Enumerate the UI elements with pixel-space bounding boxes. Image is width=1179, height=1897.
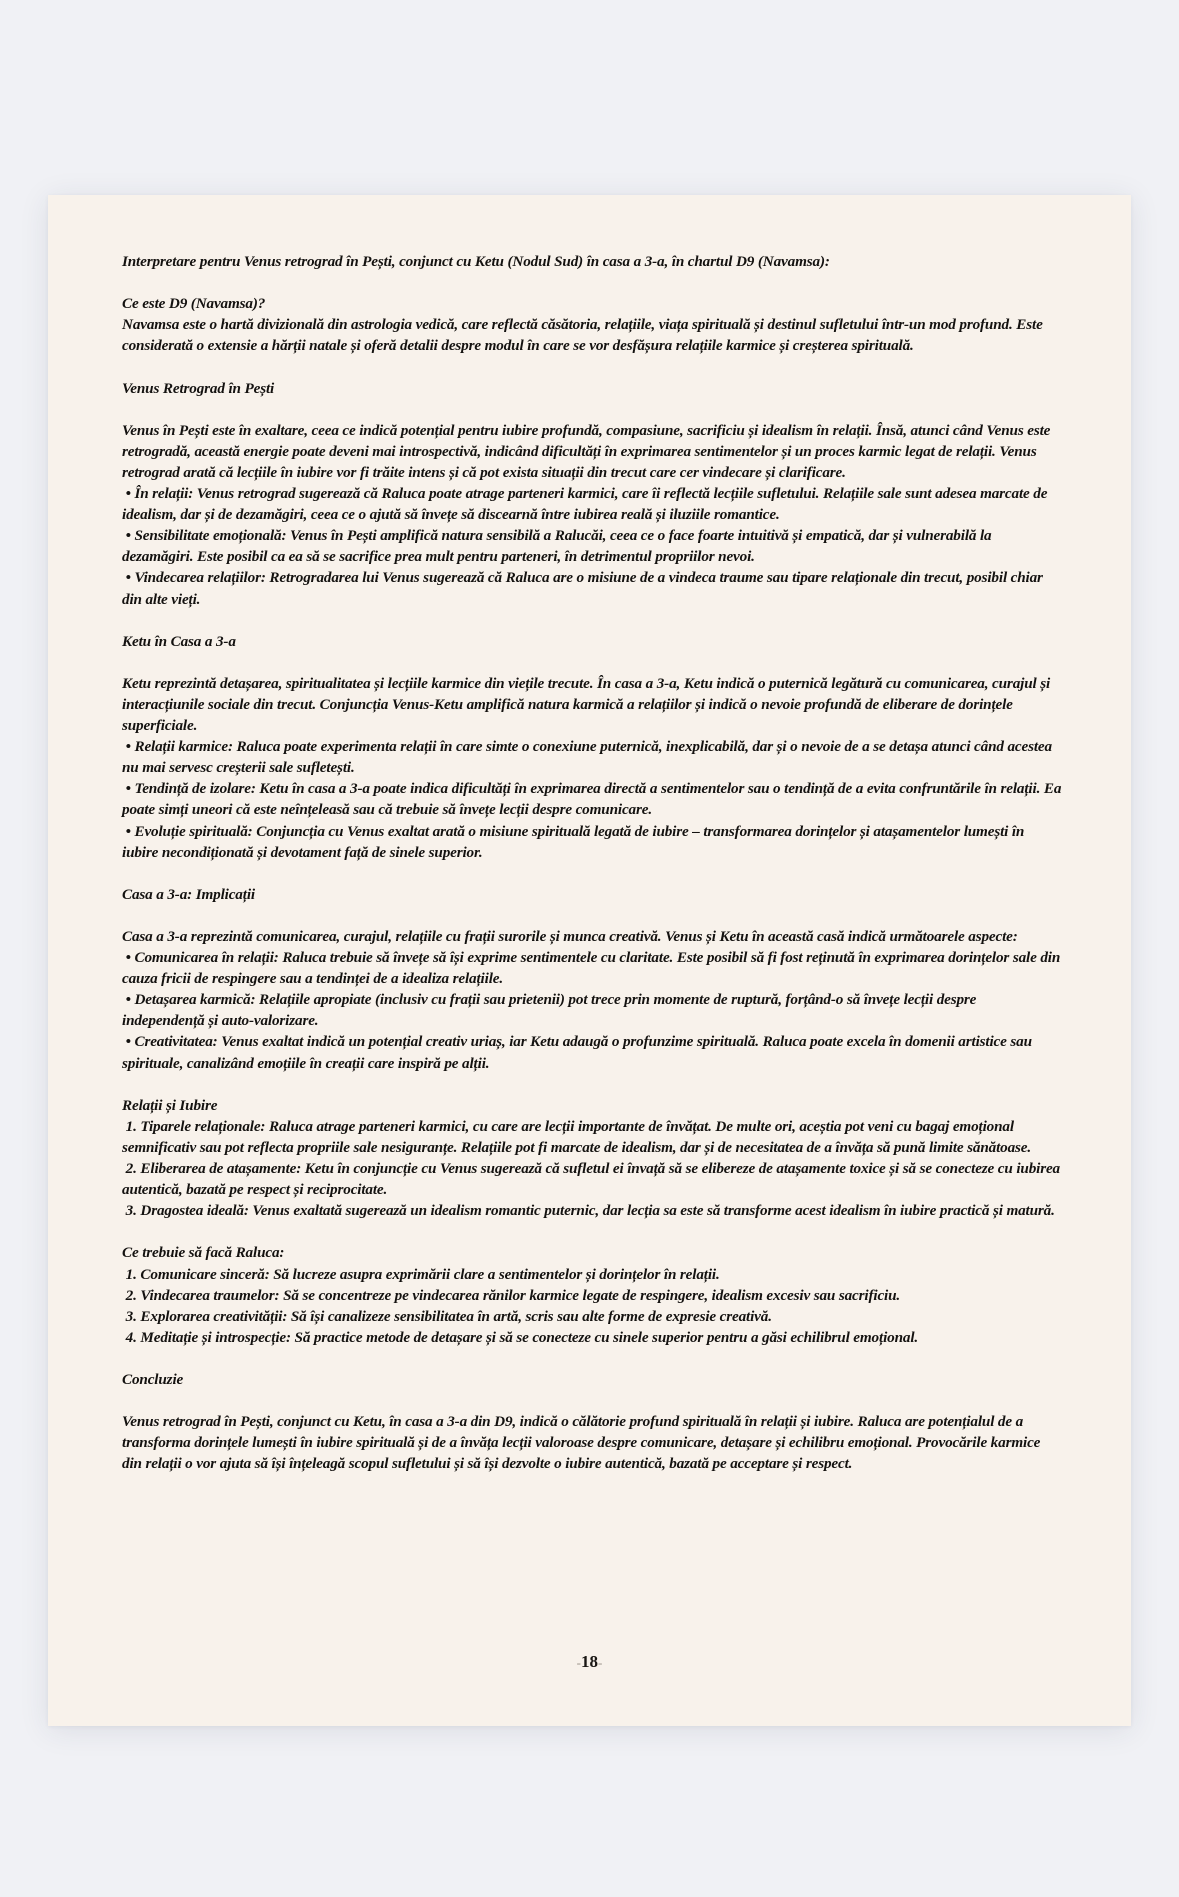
numbered-item: 1. Comunicare sinceră: Să lucreze asupra exprimării clare a sentimentelor și dorințelor în relații.: [122, 1265, 720, 1283]
section-heading-venus-retrograd: Venus Retrograd în Pești: [122, 379, 275, 397]
spacer: [122, 1390, 1062, 1411]
bullet-item: • Comunicarea în relații: Raluca trebuie să învețe să își exprime sentimentele cu claritate. Este posibil să fi fost reținută în exprimarea dorințelor sale din cauza fricii de respingere sau a tendinței de a idealiza relațiile.: [122, 949, 1064, 988]
document-body: [122, 251, 1065, 1474]
numbered-item: 1. Tiparele relaționale: Raluca atrage parteneri karmici, cu care are lecții importante de învățat. De multe ori, aceștia pot veni cu bagaj emoțional semnificativ sau pot reflecta propriile sale nesiguranțe. Relațiile pot fi marcate de idealism, dar și de necesitatea de a învăța să pună limite sănătoase.: [122, 1117, 1032, 1156]
section-heading-ketu: Ketu în Casa a 3-a: [122, 632, 236, 650]
section-heading-concluzie: Concluzie: [122, 1370, 184, 1388]
paragraph: Venus retrograd în Pești, conjunct cu Ketu, în casa a 3-a din D9, indică o călătorie profund spirituală în relații și iubire. Raluca are potențialul de a transforma dorințele lumești în iubire spirituală și de a învăța lecții valoroase despre comunicare, detașare și echilibru emoțional. Provocările karmice din relații o vor ajuta să își înțeleagă scopul sufletului și să își dezvolte o iubire autentică, bazată pe acceptare și respect.: [122, 1413, 1044, 1473]
bullet-item: • Creativitatea: Venus exaltat indică un potențial creativ uriaș, iar Ketu adaugă o profunzime spirituală. Raluca poate excela în domenii artistice sau spirituale, canalizând emoțiile în creații care inspiră pe alții.: [122, 1033, 1036, 1072]
numbered-item: 2. Vindecarea traumelor: Să se concentreze pe vindecarea rănilor karmice legate de respingere, idealism excesiv sau sacrificiu.: [122, 1286, 901, 1304]
page-number-dash-right: -: [598, 1655, 603, 1670]
document-title: Interpretare pentru Venus retrograd în Pești, conjunct cu Ketu (Nodul Sud) în casa a 3-a, în chartul D9 (Navamsa):: [122, 253, 830, 270]
numbered-item: 2. Eliberarea de atașamente: Ketu în conjuncție cu Venus sugerează că sufletul ei învață să se elibereze de atașamente toxice și să se conecteze cu iubirea autentică, bazată pe respect și reciprocitate.: [122, 1160, 1064, 1199]
paragraph: Navamsa este o hartă divizională din astrologia vedică, care reflectă căsătoria, relațiile, viața spirituală și destinul sufletului într-un mod profund. Este considerată o extensie a hărții natale și oferă detalii despre modul în care se vor desfășura relațiile karmice și creșterea spirituală.: [122, 316, 1047, 355]
spacer: [122, 356, 1062, 377]
spacer: [122, 652, 1062, 673]
spacer: [122, 272, 1062, 293]
spacer: [122, 399, 1062, 420]
numbered-item: 3. Explorarea creativității: Să își canalizeze sensibilitatea în artă, scris sau alte forme de expresie creativă.: [122, 1307, 772, 1325]
paragraph: Ketu reprezintă detașarea, spiritualitatea și lecțiile karmice din viețile trecute. În casa a 3-a, Ketu indică o puternică legătură cu comunicarea, curajul și interacțiunile sociale din trecut. Conjuncția Venus-Ketu amplifică natura karmică a relațiilor și indică o nevoie profundă de eliberare de dorințele superficiale.: [122, 674, 1054, 735]
section-heading-actiuni: Ce trebuie să facă Raluca:: [122, 1244, 285, 1262]
page-number-value: 18: [581, 1652, 598, 1671]
spacer: [122, 1348, 1062, 1369]
bullet-item: • În relații: Venus retrograd sugerează că Raluca poate atrage parteneri karmici, care îi reflectă lecțiile sufletului. Relațiile sale sunt adesea marcate de idealism, dar și de dezamăgiri, ceea ce o ajută să învețe să discearnă între iubirea reală și iluziile romantice.: [122, 485, 1051, 524]
paragraph: Casa a 3-a reprezintă comunicarea, curajul, relațiile cu frații surorile și munca creativă. Venus și Ketu în această casă indică următoarele aspecte:: [122, 928, 1018, 945]
section-heading-casa-3: Casa a 3-a: Implicații: [122, 885, 255, 903]
bullet-item: • Evoluție spirituală: Conjuncția cu Venus exaltat arată o misiune spirituală legată de iubire – transformarea dorințelor și atașamentelor lumești în iubire necondiționată și devotament față de sinele superior.: [122, 822, 1028, 861]
bullet-item: • Detașarea karmică: Relațiile apropiate (inclusiv cu frații sau prietenii) pot trece prin momente de ruptură, forțând-o să învețe lecții despre independență și auto-valorizare.: [122, 991, 980, 1030]
spacer: [122, 1221, 1062, 1242]
bullet-item: • Sensibilitate emoțională: Venus în Pești amplifică natura sensibilă a Ralucăi, ceea ce o face foarte intuitivă și empatică, dar și vulnerabilă la dezamăgiri. Este posibil ca ea să se sacrifice prea mult pentru parteneri, în detrimentul propriilor nevoi.: [122, 527, 996, 566]
spacer: [122, 905, 1062, 926]
numbered-item: 3. Dragostea ideală: Venus exaltată sugerează un idealism romantic puternic, dar lecția sa este să transforme acest idealism în iubire practică și matură.: [122, 1202, 1055, 1220]
spacer: [122, 1074, 1062, 1095]
spacer: [122, 863, 1062, 884]
bullet-item: • Tendință de izolare: Ketu în casa a 3-a poate indica dificultăți în exprimarea directă a sentimentelor sau o tendință de a evita confruntările în relații. Ea poate simți uneori că este neînțeleasă sau că trebuie să învețe lecții despre comunicare.: [122, 780, 1065, 819]
bullet-item: • Vindecarea relațiilor: Retrogradarea lui Venus sugerează că Raluca are o misiune de a vindeca traume sau tipare relaționale din trecut, posibil chiar din alte vieți.: [122, 569, 1047, 608]
document-page: [48, 195, 1131, 1726]
numbered-item: 4. Meditație și introspecție: Să practice metode de detașare și să se conecteze cu sinele superior pentru a găsi echilibrul emoțional.: [122, 1328, 919, 1346]
section-heading-relatii: Relații și Iubire: [122, 1096, 218, 1114]
bullet-item: • Relații karmice: Raluca poate experimenta relații în care simte o conexiune puternică, inexplicabilă, dar și o nevoie de a se detașa atunci când acestea nu mai servesc creșterii sale sufletești.: [122, 738, 1056, 777]
page-number-dash-left: -: [576, 1655, 581, 1670]
page-number: [48, 1652, 1131, 1672]
section-heading-d9: Ce este D9 (Navamsa)?: [122, 295, 266, 313]
paragraph: Venus în Pești este în exaltare, ceea ce indică potențial pentru iubire profundă, compasiune, sacrificiu și idealism în relații. Însă, atunci când Venus este retrogradă, această energie poate deveni mai introspectivă, indicând dificultăți în exprimarea sentimentelor și un proces karmic legat de relații. Venus retrograd arată că lecțiile în iubire vor fi trăite intens și că pot exista situații din trecut care cer vindecare și clarificare.: [122, 421, 1054, 481]
spacer: [122, 610, 1062, 631]
